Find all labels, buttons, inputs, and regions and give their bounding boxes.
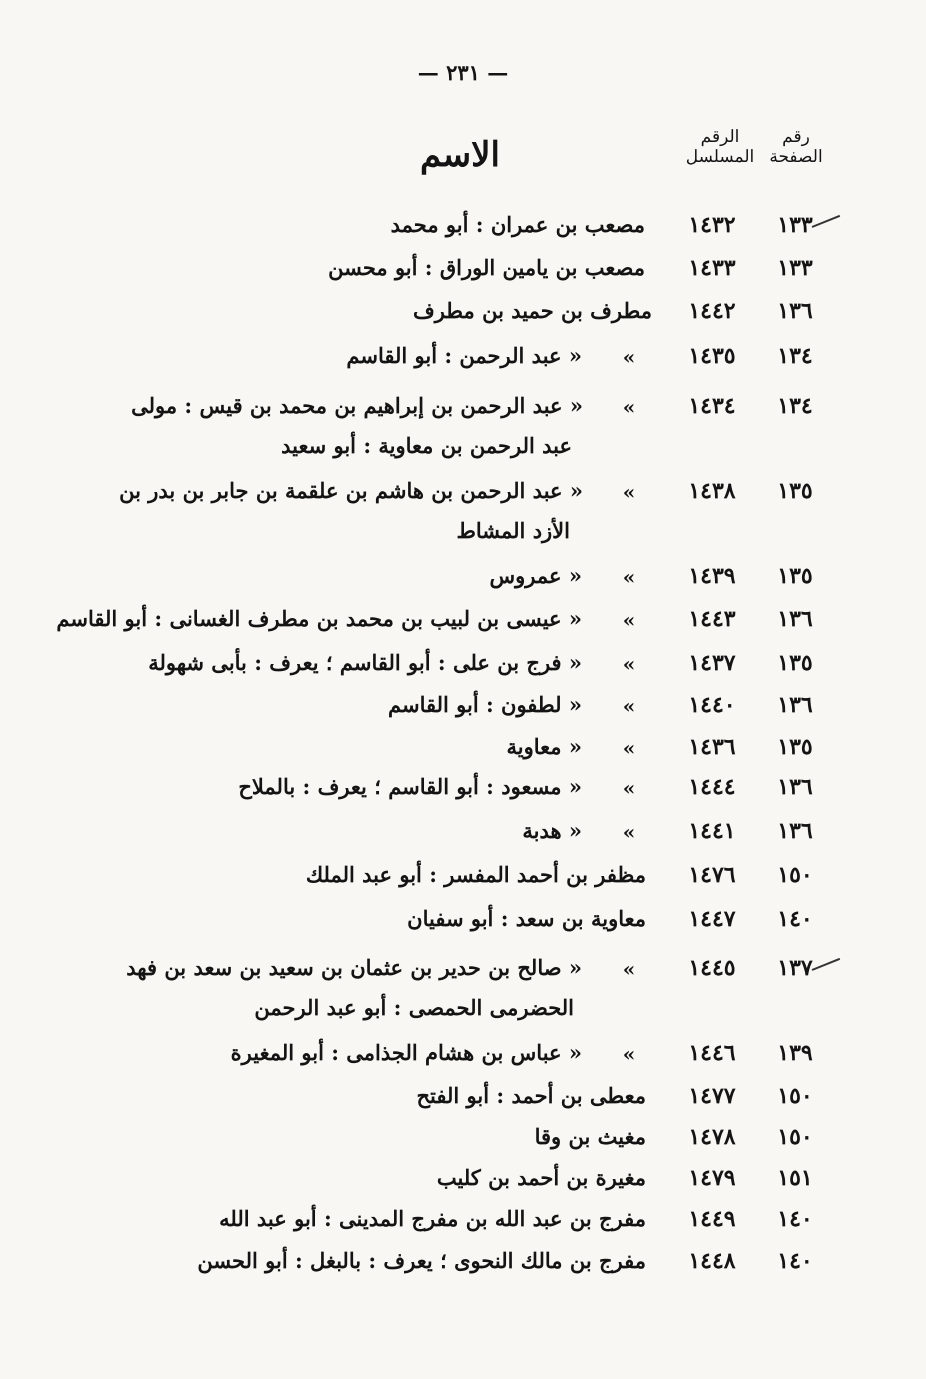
index-entry-row xyxy=(0,955,926,1020)
index-entry-row xyxy=(0,343,926,383)
entry-name-continuation: الأزد المشاط xyxy=(456,518,570,543)
entry-serial-number: ١٤٧٧ xyxy=(688,1083,736,1109)
entry-page-number: ١٣٥ xyxy=(777,650,813,676)
entry-serial-number: ١٤٣٣ xyxy=(688,255,736,281)
entry-name-continuation: عبد الرحمن بن معاوية : أبو سعيد xyxy=(281,433,572,458)
entry-serial-number: ١٤٤٦ xyxy=(688,1040,736,1066)
index-entry-row xyxy=(0,212,926,252)
ditto-mark: « xyxy=(622,652,636,676)
index-entry-row xyxy=(0,774,926,814)
entry-page-number: ١٤٠ xyxy=(777,1248,813,1274)
entry-name: « عبد الرحمن بن هاشم بن علقمة بن جابر بن بدر بن xyxy=(119,478,583,503)
header-page-number-column: رقم الصفحة xyxy=(769,127,823,168)
index-entry-row xyxy=(0,862,926,902)
entry-name: مغيرة بن أحمد بن كليب xyxy=(436,1165,646,1190)
entry-name: « عمروس xyxy=(489,563,582,588)
index-entry-row xyxy=(0,1040,926,1080)
entry-serial-number: ١٤٧٦ xyxy=(688,862,736,888)
index-entry-row xyxy=(0,563,926,603)
entry-serial-number: ١٤٣٨ xyxy=(688,478,736,504)
entry-page-number: ١٣٦ xyxy=(777,774,813,800)
entry-name: « عبد الرحمن : أبو القاسم xyxy=(346,343,582,368)
entry-page-number: ١٥٠ xyxy=(777,1124,813,1150)
entry-serial-number: ١٤٣٩ xyxy=(688,563,736,589)
entry-serial-number: ١٤٣٦ xyxy=(688,734,736,760)
entry-serial-number: ١٤٤٣ xyxy=(688,606,736,632)
entry-page-number: ١٣٦ xyxy=(777,692,813,718)
entry-serial-number: ١٤٤٤ xyxy=(688,774,736,800)
entry-serial-number: ١٤٣٢ xyxy=(688,212,736,238)
entry-serial-number: ١٤٤٥ xyxy=(688,955,736,981)
header-serial-number-column: الرقم المسلسل xyxy=(685,127,755,168)
entry-name: « عيسى بن لبيب بن محمد بن مطرف الغسانى : أبو القاسم xyxy=(56,606,582,631)
entry-serial-number: ١٤٣٤ xyxy=(688,393,736,419)
entry-serial-number: ١٤٧٨ xyxy=(688,1124,736,1150)
entry-serial-number: ١٤٤٢ xyxy=(688,298,736,324)
entry-serial-number: ١٤٤٨ xyxy=(688,1248,736,1274)
entry-serial-number: ١٤٤٧ xyxy=(688,906,736,932)
index-entry-row xyxy=(0,1083,926,1123)
ditto-mark: « xyxy=(622,1042,636,1066)
index-entry-row xyxy=(0,906,926,946)
entry-name: مفرج بن عبد الله بن مفرج المدينى : أبو عبد الله xyxy=(219,1206,646,1231)
entry-page-number: ١٣٦ xyxy=(777,606,813,632)
entry-serial-number: ١٤٤٠ xyxy=(688,692,736,718)
index-entry-row xyxy=(0,1165,926,1205)
entry-page-number: ١٥٠ xyxy=(777,1083,813,1109)
index-entry-row xyxy=(0,606,926,646)
entry-page-number: ١٣٧ xyxy=(777,955,813,981)
entry-name: معطى بن أحمد : أبو الفتح xyxy=(416,1083,646,1108)
entry-name: « لطفون : أبو القاسم xyxy=(388,692,582,717)
index-entry-row xyxy=(0,692,926,732)
index-entry-row xyxy=(0,298,926,338)
index-entry-row xyxy=(0,818,926,858)
entry-page-number: ١٣٤ xyxy=(777,393,813,419)
index-entry-row xyxy=(0,734,926,774)
entry-serial-number: ١٤٣٧ xyxy=(688,650,736,676)
entry-name: « معاوية xyxy=(506,734,582,759)
index-entry-row xyxy=(0,255,926,295)
entry-page-number: ١٣٤ xyxy=(777,343,813,369)
entry-page-number: ١٤٠ xyxy=(777,1206,813,1232)
entry-page-number: ١٥٠ xyxy=(777,862,813,888)
index-entry-row xyxy=(0,1124,926,1164)
entry-page-number: ١٣٥ xyxy=(777,478,813,504)
entry-name: « عبد الرحمن بن إبراهيم بن محمد بن قيس : مولى xyxy=(131,393,583,418)
entry-name: « عباس بن هشام الجذامى : أبو المغيرة xyxy=(230,1040,582,1065)
ditto-mark: « xyxy=(622,957,636,981)
ditto-mark: « xyxy=(622,776,636,800)
entry-name: مصعب بن يامين الوراق : أبو محسن xyxy=(328,255,645,280)
ditto-mark: « xyxy=(622,694,636,718)
entry-name: مظفر بن أحمد المفسر : أبو عبد الملك xyxy=(305,862,646,887)
entry-name: مفرج بن مالك النحوى ؛ يعرف : بالبغل : أبو الحسن xyxy=(197,1248,646,1273)
index-entry-row xyxy=(0,1206,926,1246)
ditto-mark: « xyxy=(622,480,636,504)
entry-name-continuation: الحضرمى الحمصى : أبو عبد الرحمن xyxy=(254,995,574,1020)
entry-serial-number: ١٤٤٩ xyxy=(688,1206,736,1232)
entry-page-number: ١٣٦ xyxy=(777,298,813,324)
ditto-mark: « xyxy=(622,820,636,844)
entry-page-number: ١٥١ xyxy=(777,1165,813,1191)
entry-page-number: ١٣٥ xyxy=(777,563,813,589)
entry-serial-number: ١٤٧٩ xyxy=(688,1165,736,1191)
ditto-mark: « xyxy=(622,608,636,632)
index-entry-row xyxy=(0,478,926,543)
entry-serial-number: ١٤٣٥ xyxy=(688,343,736,369)
entry-page-number: ١٤٠ xyxy=(777,906,813,932)
entry-name: « صالح بن حدير بن عثمان بن سعيد بن سعد بن فهد xyxy=(126,955,582,980)
entry-name: مغيث بن وقا xyxy=(534,1124,646,1149)
entry-name: معاوية بن سعد : أبو سفيان xyxy=(407,906,646,931)
index-entry-row xyxy=(0,393,926,458)
entry-page-number: ١٣٥ xyxy=(777,734,813,760)
entry-page-number: ١٣٦ xyxy=(777,818,813,844)
entry-page-number: ١٣٩ xyxy=(777,1040,813,1066)
page-number: — ٢٣١ — xyxy=(417,60,509,85)
ditto-mark: « xyxy=(622,736,636,760)
ditto-mark: « xyxy=(622,345,636,369)
header-name-column: الاسم xyxy=(420,135,500,175)
ditto-mark: « xyxy=(622,565,636,589)
index-entry-row xyxy=(0,650,926,690)
entry-name: « فرج بن على : أبو القاسم ؛ يعرف : بأبى شهولة xyxy=(148,650,582,675)
index-entry-row xyxy=(0,1248,926,1288)
entry-page-number: ١٣٣ xyxy=(777,255,813,281)
ditto-mark: « xyxy=(622,395,636,419)
entry-serial-number: ١٤٤١ xyxy=(688,818,736,844)
entry-name: « مسعود : أبو القاسم ؛ يعرف : بالملاح xyxy=(238,774,582,799)
entry-name: مطرف بن حميد بن مطرف xyxy=(412,298,652,323)
entry-page-number: ١٣٣ xyxy=(777,212,813,238)
entry-name: مصعب بن عمران : أبو محمد xyxy=(390,212,645,237)
entry-name: « هدبة xyxy=(522,818,582,843)
